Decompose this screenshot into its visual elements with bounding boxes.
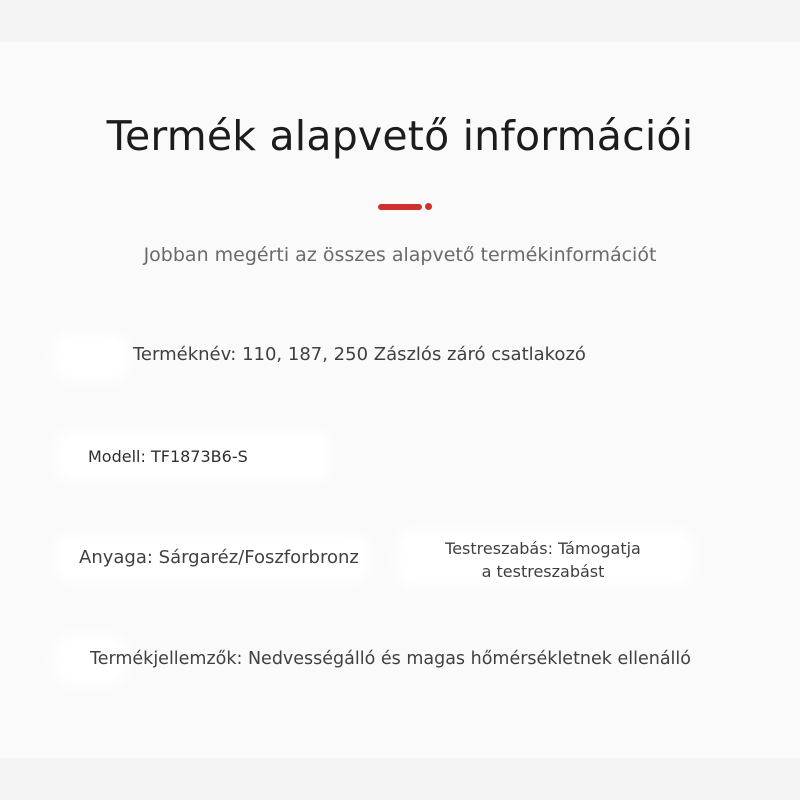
page-title: Termék alapvető információi bbox=[106, 112, 694, 160]
accent-bar bbox=[378, 204, 422, 210]
model-text: Modell: TF1873B6-S bbox=[88, 447, 248, 466]
product-name-text: Terméknév: 110, 187, 250 Zászlós záró csatlakozó bbox=[133, 344, 586, 365]
material-text: Anyaga: Sárgaréz/Foszforbronz bbox=[79, 547, 359, 568]
page-subtitle: Jobban megérti az összes alapvető termékinformációt bbox=[143, 244, 657, 266]
customization-line-2: a testreszabást bbox=[481, 562, 605, 581]
customization-text bbox=[430, 537, 656, 583]
accent-dot bbox=[425, 203, 432, 210]
features-text: Termékjellemzők: Nedvességálló és magas hőmérsékletnek ellenálló bbox=[90, 649, 691, 669]
customization-line-1: Testreszabás: Támogatja bbox=[445, 539, 641, 558]
highlight-product-name bbox=[60, 340, 122, 374]
